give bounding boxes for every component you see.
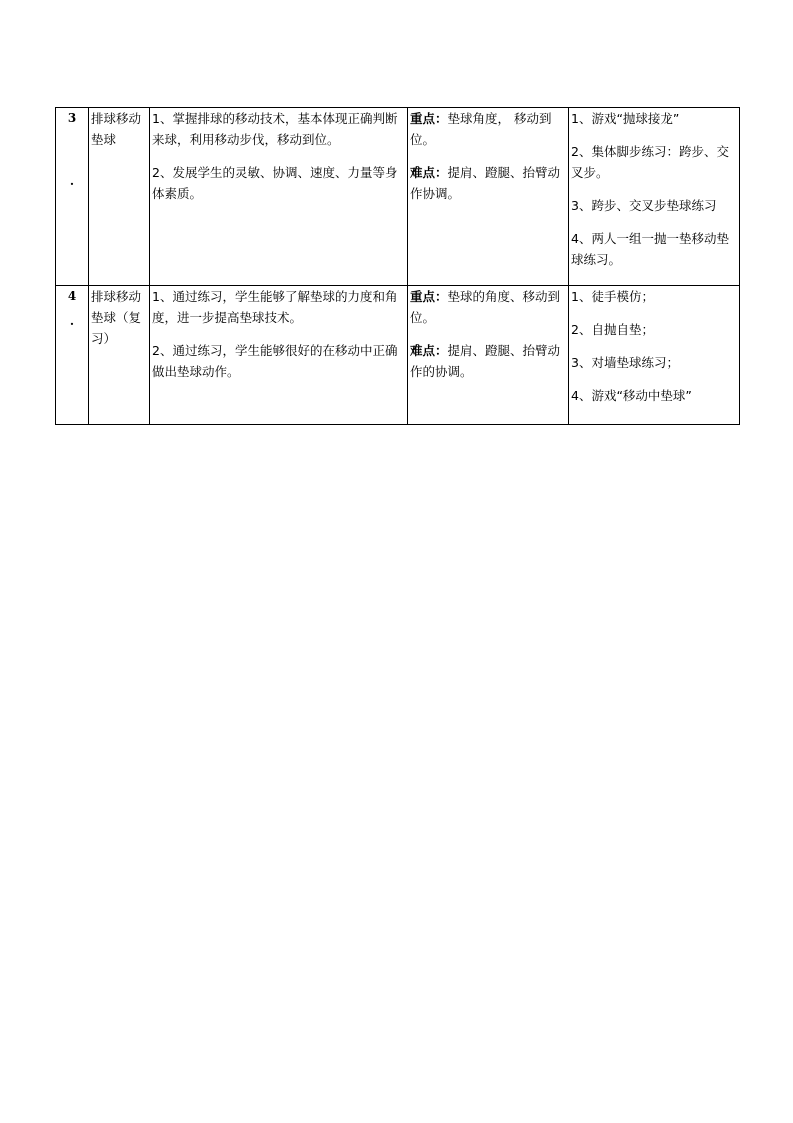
lesson-title-cell <box>89 286 150 425</box>
key-points-cell <box>408 108 569 286</box>
lesson-title: 排球移动垫球 <box>91 111 142 147</box>
goal-item: 1、通过练习，学生能够了解垫球的力度和角度，进一步提高垫球技术。 <box>152 289 398 325</box>
activity-item: 3、对墙垫球练习； <box>571 355 679 370</box>
lesson-number: 3 <box>67 111 77 125</box>
difficulty-label: 难点： <box>410 343 448 358</box>
key-text: 垫球角度， 移动到位。 <box>410 111 552 147</box>
lesson-title-cell <box>89 108 150 286</box>
key-label: 重点： <box>410 111 448 126</box>
key-label: 重点： <box>410 289 448 304</box>
lesson-number-dot: . <box>69 174 75 188</box>
lesson-number-cell <box>56 286 89 425</box>
lesson-plan-table <box>55 107 740 425</box>
difficulty-text: 提肩、蹬腿、抬臂动作协调。 <box>410 165 561 201</box>
activity-item: 4、两人一组一抛一垫移动垫球练习。 <box>571 231 729 267</box>
difficulty-label: 难点： <box>410 165 448 180</box>
activity-item: 2、集体脚步练习：跨步、交叉步。 <box>571 144 729 180</box>
lesson-number-dot: . <box>69 314 75 328</box>
activity-item: 1、游戏“抛球接龙” <box>571 111 680 126</box>
table-row <box>56 108 740 286</box>
key-points-cell <box>408 286 569 425</box>
activity-item: 1、徒手模仿； <box>571 289 654 304</box>
difficulty-text: 提肩、蹬腿、抬臂动作的协调。 <box>410 343 561 379</box>
activity-item: 2、自抛自垫； <box>571 322 654 337</box>
lesson-goals-cell <box>150 108 408 286</box>
activity-item: 3、跨步、交叉步垫球练习 <box>571 198 717 213</box>
activity-item: 4、游戏“移动中垫球” <box>571 388 692 403</box>
key-text: 垫球的角度、移动到位。 <box>410 289 561 325</box>
goal-item: 2、通过练习，学生能够很好的在移动中正确做出垫球动作。 <box>152 343 398 379</box>
lesson-number: 4 <box>67 289 77 303</box>
table-row <box>56 286 740 425</box>
activities-cell <box>569 108 740 286</box>
lesson-goals-cell <box>150 286 408 425</box>
lesson-title: 排球移动垫球（复习） <box>91 289 142 346</box>
lesson-number-cell <box>56 108 89 286</box>
activities-cell <box>569 286 740 425</box>
goal-item: 1、掌握排球的移动技术，基本体现正确判断来球，利用移动步伐，移动到位。 <box>152 111 398 147</box>
goal-item: 2、发展学生的灵敏、协调、速度、力量等身体素质。 <box>152 165 398 201</box>
